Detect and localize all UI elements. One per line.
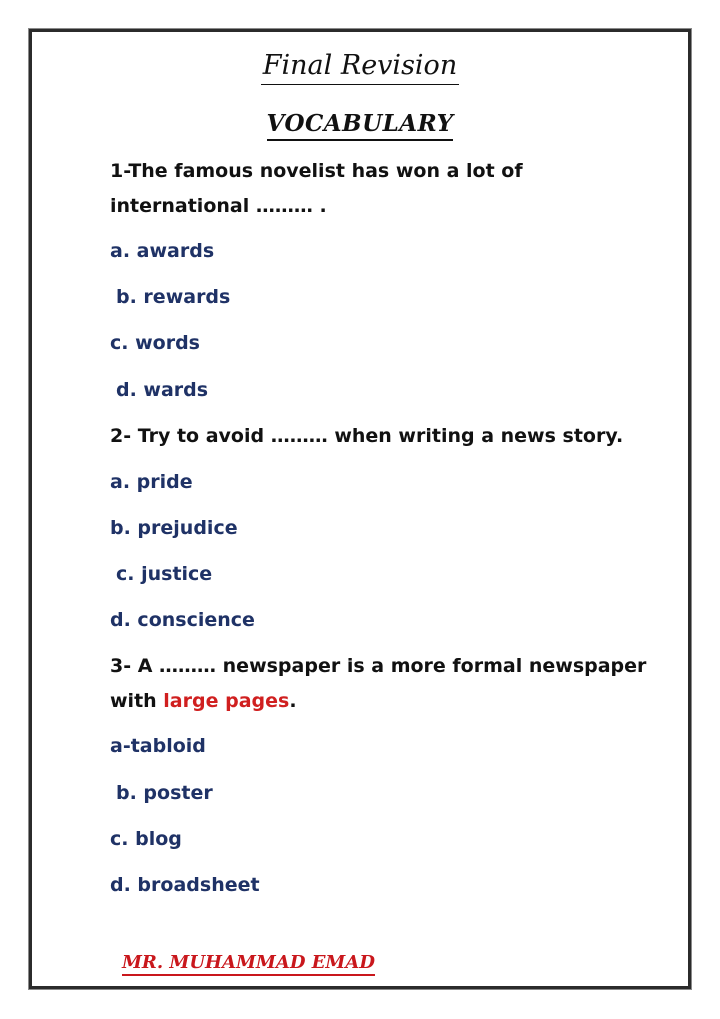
question-2-option-a: a. pride <box>110 471 193 493</box>
question-3-option-b: b. poster <box>116 782 213 804</box>
question-2-option-b: b. prejudice <box>110 517 238 539</box>
question-3-option-c: c. blog <box>110 828 182 850</box>
question-1-option-b: b. rewards <box>116 286 231 308</box>
question-1-text-line-2: international ……… . <box>110 195 327 217</box>
highlighted-phrase: large pages <box>163 690 290 712</box>
question-1-option-d: d. wards <box>116 379 209 401</box>
section-heading: VOCABULARY <box>32 110 688 137</box>
question-1-option-a: a. awards <box>110 240 215 262</box>
question-1-option-c: c. words <box>110 332 200 354</box>
question-1-text-line-1: 1-The famous novelist has won a lot of <box>110 160 523 182</box>
author-signature: MR. MUHAMMAD EMAD <box>122 952 375 973</box>
question-3-option-a: a-tabloid <box>110 735 206 757</box>
question-3-option-d: d. broadsheet <box>110 874 260 896</box>
question-2-option-c: c. justice <box>116 563 213 585</box>
question-3-text-line-1: 3- A ……… newspaper is a more formal newspaper <box>110 655 647 677</box>
page-frame <box>29 29 691 989</box>
question-3-text-line-2: with large pages. <box>110 690 297 712</box>
page-title: Final Revision <box>32 50 688 81</box>
question-2-option-d: d. conscience <box>110 609 255 631</box>
question-2-text: 2- Try to avoid ……… when writing a news story. <box>110 425 624 447</box>
